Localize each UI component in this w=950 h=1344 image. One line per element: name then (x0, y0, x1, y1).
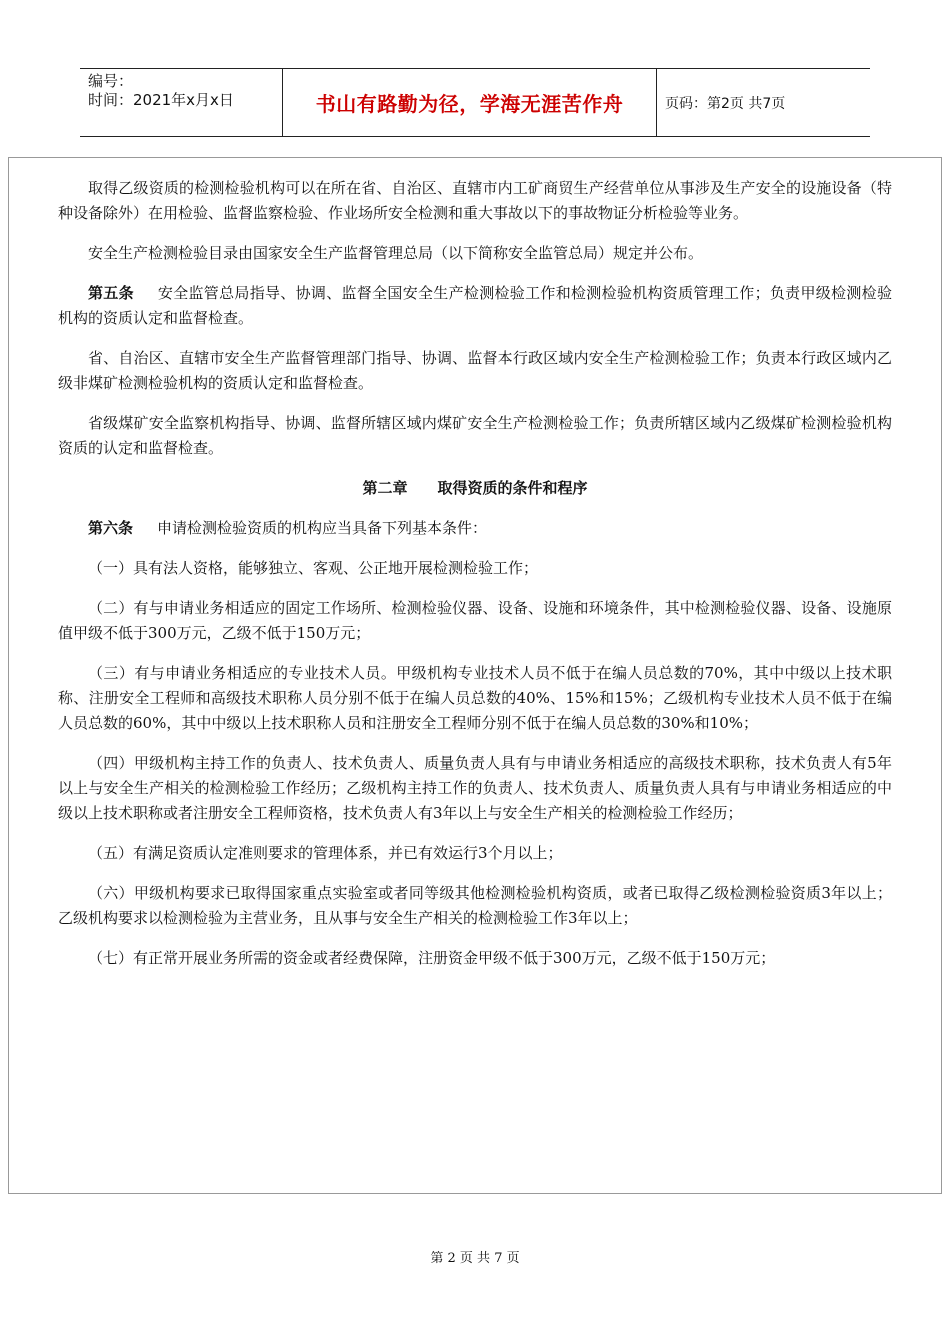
condition-item: （五）有满足资质认定准则要求的管理体系，并已有效运行3个月以上； (88, 844, 563, 862)
article-text: 安全监管总局指导、协调、监督全国安全生产检测检验工作和检测检验机构资质管理工作；负责甲级检测检验机构的资质认定和监督检查。 (58, 284, 892, 327)
paragraph: 安全生产检测检验目录由国家安全生产监督管理总局（以下简称安全监管总局）规定并公布。 (88, 244, 704, 262)
article-number: 第五条 (88, 284, 134, 302)
article-6 (58, 516, 892, 541)
number-label: 编号： (88, 72, 134, 90)
condition-item: （四）甲级机构主持工作的负责人、技术负责人、质量负责人具有与申请业务相适应的高级技术职称，技术负责人有5年以上与安全生产相关的检测检验工作经历；乙级机构主持工作的负责人、技术负责人、质量负责人具有与申请业务相适应的中级以上技术职称或者注册安全工程师资格，技术负责人有3年以上与安全生产相关的检测检验工作经历； (58, 754, 892, 822)
condition-item: （六）甲级机构要求已取得国家重点实验室或者同等级其他检测检验机构资质，或者已取得乙级检测检验资质3年以上；乙级机构要求以检测检验为主营业务，且从事与安全生产相关的检测检验工作3年以上； (58, 884, 892, 927)
header-meta (80, 69, 283, 136)
header-page-info: 页码：第2页 共7页 (665, 95, 786, 112)
page-footer: 第 2 页 共 7 页 (430, 1251, 520, 1266)
article-5 (58, 281, 892, 331)
chapter-heading: 第二章 取得资质的条件和程序 (362, 479, 588, 497)
condition-item: （三）有与申请业务相适应的专业技术人员。甲级机构专业技术人员不低于在编人员总数的70%，其中中级以上技术职称、注册安全工程师和高级技术职称人员分别不低于在编人员总数的40%、15%和15%；乙级机构专业技术人员不低于在编人员总数的60%，其中中级以上技术职称人员和注册安全工程师分别不低于在编人员总数的30%和10%； (58, 664, 892, 732)
article-text: 申请检测检验资质的机构应当具备下列基本条件： (157, 519, 488, 537)
paragraph: 省级煤矿安全监察机构指导、协调、监督所辖区域内煤矿安全生产检测检验工作；负责所辖区域内乙级煤矿检测检验机构资质的认定和监督检查。 (58, 414, 892, 457)
document-header (80, 68, 870, 137)
document-body (58, 176, 892, 986)
condition-item: （二）有与申请业务相适应的固定工作场所、检测检验仪器、设备、设施和环境条件，其中检测检验仪器、设备、设施原值甲级不低于300万元，乙级不低于150万元； (58, 599, 892, 642)
time-line: 时间：2021年x月x日 (88, 91, 234, 109)
paragraph: 取得乙级资质的检测检验机构可以在所在省、自治区、直辖市内工矿商贸生产经营单位从事涉及生产安全的设施设备（特种设备除外）在用检验、监督监察检验、作业场所安全检测和重大事故以下的事故物证分析检验等业务。 (58, 179, 892, 222)
article-number: 第六条 (88, 519, 134, 537)
header-motto: 书山有路勤为径，学海无涯苦作舟 (283, 69, 657, 136)
condition-item: （一）具有法人资格，能够独立、客观、公正地开展检测检验工作； (88, 559, 539, 577)
condition-item: （七）有正常开展业务所需的资金或者经费保障，注册资金甲级不低于300万元，乙级不低于150万元； (88, 949, 776, 967)
paragraph: 省、自治区、直辖市安全生产监督管理部门指导、协调、监督本行政区域内安全生产检测检验工作；负责本行政区域内乙级非煤矿检测检验机构的资质认定和监督检查。 (58, 349, 892, 392)
